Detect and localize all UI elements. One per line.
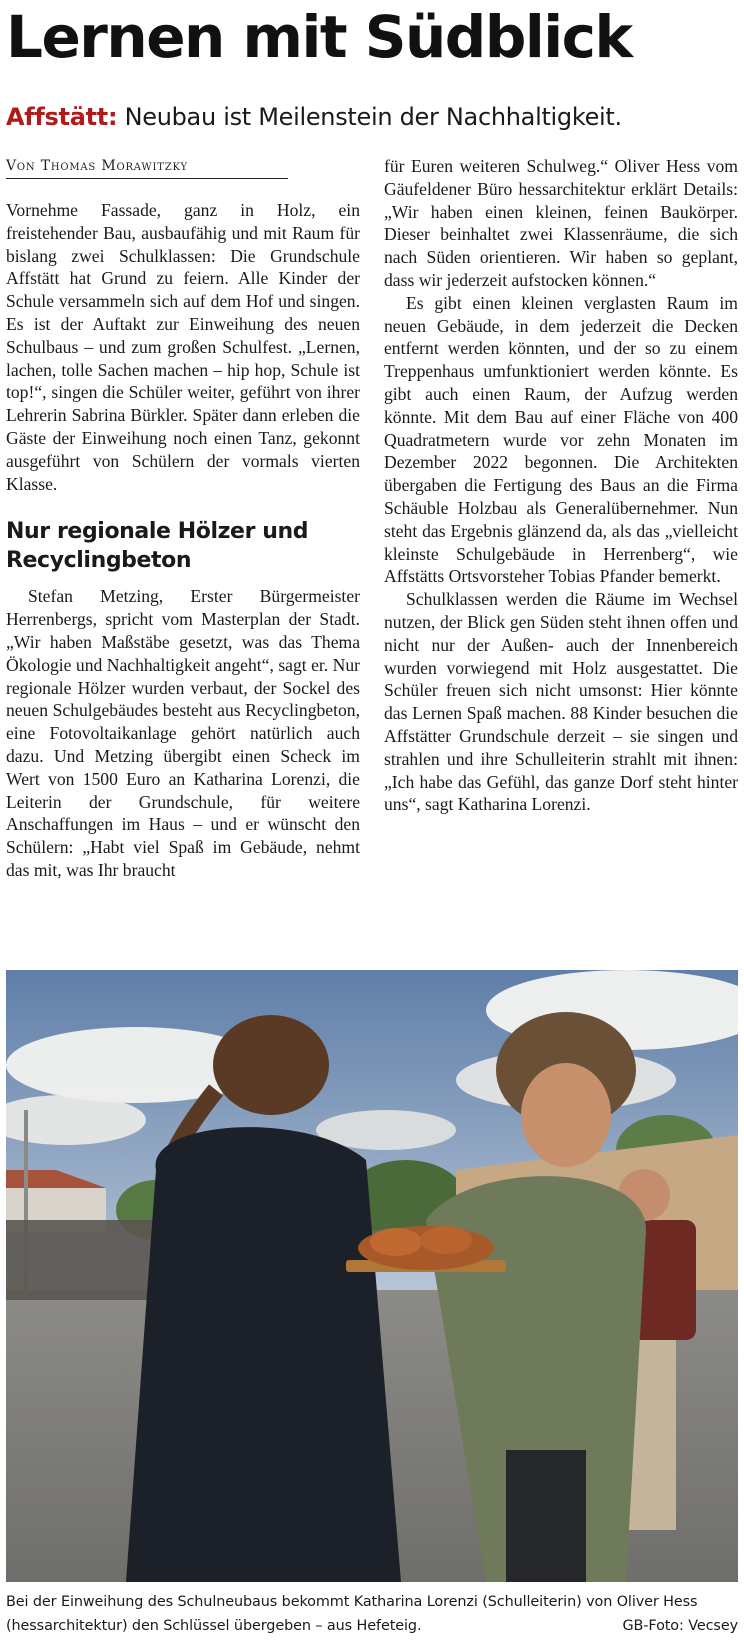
subheadline xyxy=(6,100,736,134)
photo-illustration xyxy=(6,970,738,1582)
byline: Von Thomas Morawitzky xyxy=(6,158,288,179)
section-heading: Nur regionale Hölzer und Recyclingbeton xyxy=(6,519,309,574)
paragraph: für Euren weiteren Schulweg.“ Oliver Hess vom Gäufeldener Büro hessarchitektur erklärt Details: „Wir haben einen kleinen, feinen Baukörper. Dieser beinhaltet zwei Klassenräume, die sich nach Süden orientieren. Wir haben so geplant, dass wir jederzeit aufstocken können.“ xyxy=(384,156,738,290)
subhead-text: Neubau ist Meilenstein der Nachhaltigkeit. xyxy=(117,103,622,131)
photo-credit: GB-Foto: Vecsey xyxy=(622,1618,738,1634)
paragraph: Vornehme Fassade, ganz in Holz, ein freistehender Bau, ausbaufähig und mit Raum für bislang zwei Schulklassen: Die Grundschule Affstätt hat Grund zu feiern. Alle Kinder der Schule versammeln sich auf dem Hof und singen. Es ist der Auftakt zur Einweihung des neuen Schulbaus – und zum großen Schulfest. „Lernen, lachen, tolle Sachen machen – hip hop, Schule ist top!“, singen die Schüler weiter, geführt von ihrer Lehrerin Sabrina Bürkler. Später dann erleben die Gäste der Einweihung noch einen Tanz, gekonnt ausgeführt von Schülern der vormals vierten Klasse. xyxy=(6,200,360,494)
headline: Lernen mit Südblick xyxy=(6,3,632,71)
paragraph: Schulklassen werden die Räume im Wechsel nutzen, der Blick gen Süden steht ihnen offen und nicht nur der Außen- auch der Innenbereich wurden vorwiegend mit Holz ausgestattet. Die Schüler freuen sich nicht umsonst: Hier könnte das Lernen Spaß machen. 88 Kinder besuchen die Affstätter Grundschule derzeit – sie singen und strahlen und ihre Schulleiterin strahlt mit ihnen: „Ich habe das Gefühl, das ganze Dorf steht hinter uns“, sagt Katharina Lorenzi. xyxy=(384,589,738,815)
article-column-right xyxy=(384,155,738,816)
subhead-place: Affstätt: xyxy=(6,103,118,131)
caption-text: Bei der Einweihung des Schulneubaus bekommt Katharina Lorenzi (Schulleiterin) von Oliver Hess (hessarchitektur) den Schlüssel übergeben – aus Hefeteig. xyxy=(6,1594,698,1634)
article-column-left xyxy=(6,199,360,882)
paragraph: Stefan Metzing, Erster Bürgermeister Herrenbergs, spricht vom Masterplan der Stadt. „Wir haben Maßstäbe gesetzt, was das Thema Ökologie und Nachhaltigkeit angeht“, sagt er. Nur regionale Hölzer wurden verbaut, der Sockel des neuen Schulgebäudes besteht aus Recyclingbeton, eine Fotovoltaikanlage gehört natürlich auch dazu. Und Metzing übergibt einen Scheck im Wert von 1500 Euro an Katharina Lorenzi, die Leiterin der Grundschule, für weitere Anschaffungen im Haus – und er wünscht den Schülern: „Habt viel Spaß im Gebäude, nehmt das mit, was Ihr braucht xyxy=(6,586,360,880)
article-photo xyxy=(6,970,738,1582)
paragraph: Es gibt einen kleinen verglasten Raum im neuen Gebäude, in dem jederzeit die Decken entfernt werden könnten, und der so zu einem Treppenhaus umfunktioniert werden könnte. Es gibt auch einen Raum, der Aufzug werden könnte. Mit dem Bau auf einer Fläche von 400 Quadratmetern wurde vor zehn Monaten im Dezember 2022 begonnen. Die Architekten übergaben die Fertigung des Baus an die Firma Schäuble Holzbau als Generalübernehmer. Nun steht das Ergebnis glänzend da, als das „vielleicht kleinste Schulgebäude in Herrenberg“, wie Affstätts Ortsvorsteher Tobias Pfander bemerkt. xyxy=(384,292,738,587)
photo-caption xyxy=(6,1590,738,1638)
